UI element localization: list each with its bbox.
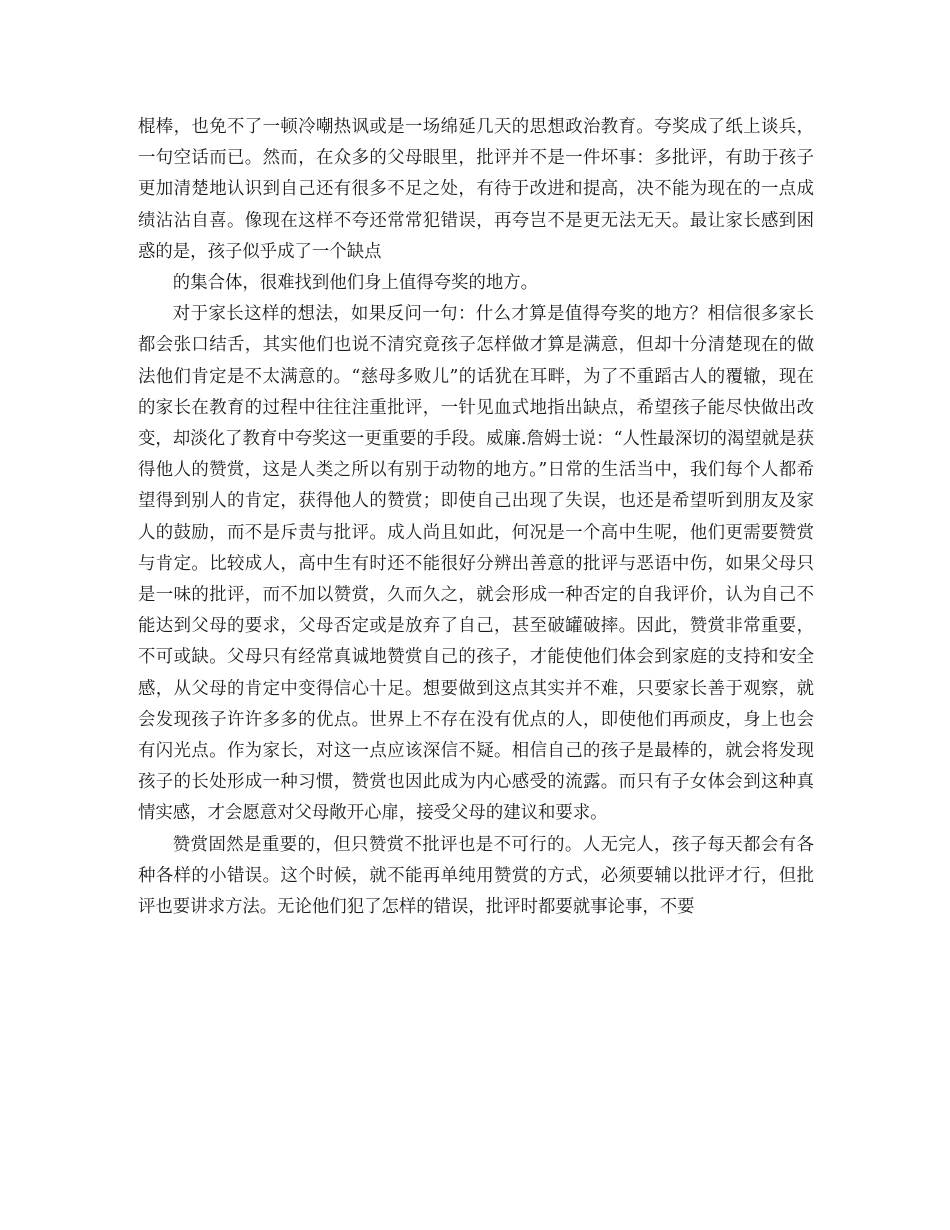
paragraph-1: 棍棒，也免不了一顿冷嘲热讽或是一场绵延几天的思想政治教育。夸奖成了纸上谈兵，一句空话而已。然而，在众多的父母眼里，批评并不是一件坏事：多批评，有助于孩子更加清楚地认识到自己还有很多不足之处，有待于改进和提高，决不能为现在的一点成绩沾沾自喜。像现在这样不夸还常常犯错误，再夸岂不是更无法无天。最让家长感到困惑的是，孩子似乎成了一个缺点 — [138, 117, 814, 262]
document-body — [138, 112, 814, 923]
paragraph-2: 的集合体，很难找到他们身上值得夸奖的地方。 — [172, 273, 539, 294]
paragraph-3: 对于家长这样的想法，如果反问一句：什么才算是值得夸奖的地方？相信很多家长都会张口结舌，其实他们也说不清究竟孩子怎样做才算是满意，但却十分清楚现在的做法他们肯定是不太满意的。“慈母多败儿”的话犹在耳畔，为了不重蹈古人的覆辙，现在的家长在教育的过程中往往注重批评，一针见血式地指出缺点，希望孩子能尽快做出改变，却淡化了教育中夸奖这一更重要的手段。威廉.詹姆士说：“人性最深切的渴望就是获得他人的赞赏，这是人类之所以有别于动物的地方。”日常的生活当中，我们每个人都希望得到别人的肯定，获得他人的赞赏；即使自己出现了失误，也还是希望听到朋友及家人的鼓励，而不是斥责与批评。成人尚且如此，何况是一个高中生呢，他们更需要赞赏与肯定。比较成人，高中生有时还不能很好分辨出善意的批评与恶语中伤，如果父母只是一味的批评，而不加以赞赏，久而久之，就会形成一种否定的自我评价，认为自己不能达到父母的要求，父母否定或是放弃了自己，甚至破罐破摔。因此，赞赏非常重要，不可或缺。父母只有经常真诚地赞赏自己的孩子，才能使他们体会到家庭的支持和安全感，从父母的肯定中变得信心十足。想要做到这点其实并不难，只要家长善于观察，就会发现孩子许许多多的优点。世界上不存在没有优点的人，即使他们再顽皮，身上也会有闪光点。作为家长，对这一点应该深信不疑。相信自己的孩子是最棒的，就会将发现孩子的长处形成一种习惯，赞赏也因此成为内心感受的流露。而只有子女体会到这种真情实感，才会愿意对父母敞开心扉，接受父母的建议和要求。 — [138, 304, 814, 824]
paragraph-4: 赞赏固然是重要的，但只赞赏不批评也是不可行的。人无完人，孩子每天都会有各种各样的小错误。这个时候，就不能再单纯用赞赏的方式，必须要辅以批评才行，但批评也要讲求方法。无论他们犯了怎样的错误，批评时都要就事论事，不要 — [138, 834, 814, 918]
